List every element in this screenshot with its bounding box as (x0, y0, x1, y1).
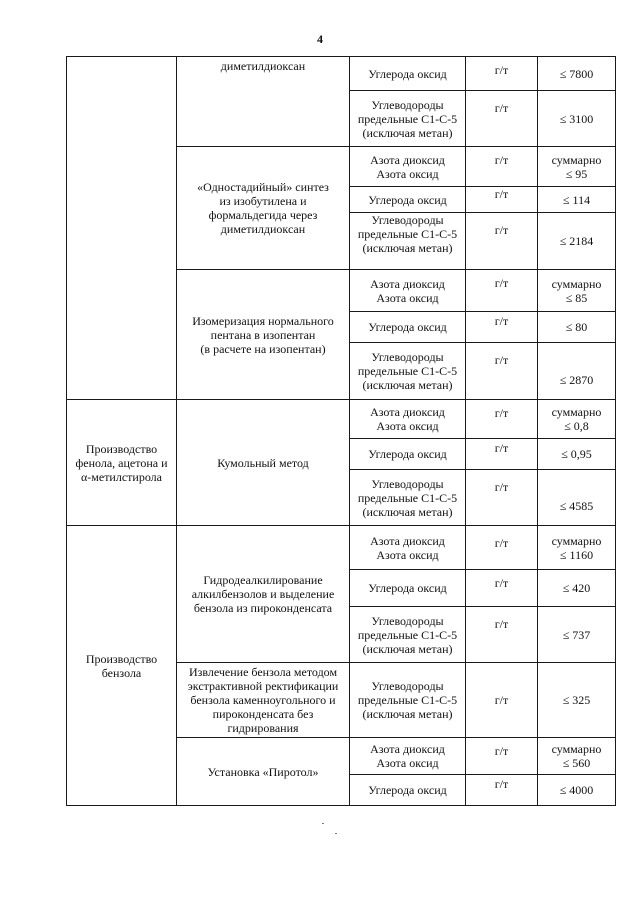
limit-cell (537, 342, 616, 400)
substance-cell (349, 342, 466, 400)
unit-cell (465, 146, 538, 187)
substance-cell (349, 399, 466, 439)
limit-cell (537, 774, 616, 806)
process-p2-line-3: (в расчете на изопентан) (200, 341, 326, 356)
limit-value: ≤ 0,95 (561, 447, 592, 461)
limit-value: ≤ 7800 (559, 66, 594, 81)
substance-cell (349, 774, 466, 806)
limit-cell (537, 399, 616, 439)
substance-cell (349, 606, 466, 663)
unit-cell (465, 606, 538, 663)
substance-cell (349, 212, 466, 270)
process-p5-line-5: гидрирования (227, 721, 299, 735)
process-p6-line-1: Установка «Пиротол» (207, 764, 319, 779)
limit-value: ≤ 2184 (559, 234, 594, 248)
process-p1-line-1: «Одностадийный» синтез (197, 180, 329, 194)
unit-label: г/т (494, 693, 509, 707)
unit-label: г/т (494, 480, 509, 494)
substance-hydrocarbons-line-2: предельные С1-С-5 (357, 111, 458, 126)
unit-cell (465, 269, 538, 312)
unit-label: г/т (494, 441, 509, 455)
substance-cell (349, 146, 466, 187)
process-p4-line-2: алкилбензолов и выделение (191, 587, 335, 601)
process-p5-line-4: пироконденсата без (212, 707, 314, 721)
unit-label: г/т (494, 63, 509, 77)
limit-cell (537, 186, 616, 213)
limit-value: ≤ 80 (565, 320, 588, 334)
process-cell-pyrotol (176, 737, 350, 806)
process-p5-line-1: Извлечение бензола методом (188, 665, 338, 679)
substance-carbon-monoxide: Углерода оксид (368, 320, 447, 334)
substance-cell (349, 56, 466, 91)
substance-nitrogen-oxide: Азота оксид (376, 166, 439, 181)
unit-cell (465, 469, 538, 526)
substance-hydrocarbons-line-3: (исключая метан) (362, 707, 453, 721)
limit-value: ≤ 4585 (559, 499, 594, 513)
process-p1-line-3: формальдегида через (208, 208, 318, 222)
substance-cell (349, 269, 466, 312)
limit-cell (537, 525, 616, 570)
process-cell-extractive-rectification (176, 662, 350, 738)
unit-label: г/т (494, 187, 509, 201)
substance-hydrocarbons-line-2: предельные С1-С-5 (357, 693, 458, 707)
page-number: 4 (317, 32, 323, 46)
substance-nitrogen-dioxide: Азота диоксид (370, 742, 445, 756)
limit-cell (537, 606, 616, 663)
unit-cell (465, 342, 538, 400)
limit-cell (537, 269, 616, 312)
substance-cell (349, 90, 466, 147)
process-cell-hydrodealkylation (176, 525, 350, 663)
process-cell-isomerization (176, 269, 350, 400)
substance-hydrocarbons-line-1: Углеводороды (371, 213, 444, 227)
limit-total-label: суммарно (551, 276, 602, 291)
limit-value: ≤ 95 (565, 166, 588, 181)
industry-benzene-line-2: бензола (101, 665, 142, 680)
substance-hydrocarbons-line-1: Углеводороды (371, 350, 444, 364)
limit-total-label: суммарно (551, 405, 602, 419)
unit-label: г/т (494, 744, 509, 758)
substance-cell (349, 737, 466, 775)
substance-carbon-monoxide: Углерода оксид (368, 192, 447, 207)
substance-hydrocarbons-line-3: (исключая метан) (362, 378, 453, 392)
process-cell-dimethyldioxane (176, 56, 350, 147)
industry-phenol-line-1: Производство (85, 441, 158, 456)
limit-total-label: суммарно (551, 152, 602, 167)
unit-label: г/т (494, 276, 509, 290)
substance-hydrocarbons-line-2: предельные С1-С-5 (357, 364, 458, 378)
unit-label: г/т (494, 153, 509, 167)
unit-label: г/т (494, 536, 509, 550)
process-p1-line-4: диметилдиоксан (220, 222, 306, 236)
substance-cell (349, 469, 466, 526)
process-cell-cumene (176, 399, 350, 526)
substance-hydrocarbons-line-2: предельные С1-С-5 (357, 627, 458, 642)
process-p4-line-3: бензола из пироконденсата (193, 601, 333, 615)
unit-label: г/т (494, 777, 509, 791)
substance-carbon-monoxide: Углерода оксид (368, 783, 447, 797)
scan-speck (322, 823, 324, 824)
scan-speck (335, 833, 337, 834)
limit-cell (537, 90, 616, 147)
unit-cell (465, 212, 538, 270)
unit-label: г/т (494, 617, 509, 631)
unit-cell (465, 186, 538, 213)
limit-value: ≤ 1160 (559, 547, 594, 562)
limit-total-label: суммарно (551, 742, 602, 756)
unit-cell (465, 737, 538, 775)
limit-value: ≤ 0,8 (564, 419, 589, 433)
substance-hydrocarbons-line-1: Углеводороды (371, 613, 444, 628)
substance-hydrocarbons-line-1: Углеводороды (371, 679, 444, 693)
limit-value: ≤ 737 (562, 627, 591, 642)
unit-cell (465, 525, 538, 570)
limit-value: ≤ 325 (562, 693, 591, 707)
substance-nitrogen-oxide: Азота оксид (376, 290, 439, 305)
substance-nitrogen-oxide: Азота оксид (376, 419, 439, 433)
substance-hydrocarbons-line-2: предельные С1-С-5 (357, 490, 458, 505)
unit-cell (465, 311, 538, 343)
substance-nitrogen-dioxide: Азота диоксид (370, 152, 445, 167)
industry-benzene-line-1: Производство (85, 651, 158, 666)
substance-nitrogen-dioxide: Азота диоксид (370, 405, 445, 419)
unit-label: г/т (494, 314, 509, 328)
process-p3-line-1: Кумольный метод (217, 455, 309, 470)
unit-cell (465, 90, 538, 147)
process-p5-line-3: бензола каменноугольного и (190, 693, 336, 707)
limit-cell (537, 212, 616, 270)
substance-nitrogen-dioxide: Азота диоксид (370, 276, 445, 291)
limit-value: ≤ 560 (562, 756, 591, 770)
limit-cell (537, 146, 616, 187)
limit-cell (537, 311, 616, 343)
unit-cell (465, 662, 538, 738)
limit-value: ≤ 420 (562, 581, 591, 595)
unit-cell (465, 56, 538, 91)
limit-value: ≤ 2870 (559, 373, 594, 387)
unit-label: г/т (494, 353, 509, 367)
substance-cell (349, 311, 466, 343)
substance-hydrocarbons-line-1: Углеводороды (371, 97, 444, 112)
industry-phenol-line-3: α-метилстирола (80, 469, 162, 484)
process-p4-line-1: Гидродеалкилирование (203, 573, 323, 587)
limit-cell (537, 438, 616, 470)
substance-carbon-monoxide: Углерода оксид (368, 447, 447, 461)
unit-label: г/т (494, 576, 509, 590)
substance-hydrocarbons-line-3: (исключая метан) (362, 504, 453, 519)
substance-nitrogen-oxide: Азота оксид (376, 547, 439, 562)
industry-cell-phenol (66, 399, 177, 526)
substance-carbon-monoxide: Углерода оксид (368, 66, 447, 81)
industry-cell-benzene (66, 525, 177, 806)
process-cell-one-stage-synthesis (176, 146, 350, 270)
substance-cell (349, 186, 466, 213)
substance-nitrogen-oxide: Азота оксид (376, 756, 439, 770)
process-p2-line-2: пентана в изопентан (210, 327, 316, 342)
limit-cell (537, 469, 616, 526)
substance-carbon-monoxide: Углерода оксид (368, 581, 447, 595)
limit-cell (537, 56, 616, 91)
substance-hydrocarbons-line-3: (исключая метан) (362, 241, 453, 255)
limit-value: ≤ 114 (562, 192, 591, 207)
unit-cell (465, 399, 538, 439)
substance-nitrogen-dioxide: Азота диоксид (370, 533, 445, 548)
industry-phenol-line-2: фенола, ацетона и (75, 455, 168, 470)
unit-label: г/т (494, 406, 509, 420)
limit-value: ≤ 85 (565, 290, 588, 305)
unit-cell (465, 438, 538, 470)
unit-cell (465, 774, 538, 806)
limit-value: ≤ 4000 (559, 783, 594, 797)
substance-cell (349, 569, 466, 607)
substance-hydrocarbons-line-3: (исключая метан) (362, 125, 453, 140)
substance-cell (349, 662, 466, 738)
unit-label: г/т (494, 101, 509, 115)
substance-hydrocarbons-line-1: Углеводороды (371, 476, 444, 491)
substance-cell (349, 438, 466, 470)
limit-cell (537, 662, 616, 738)
unit-label: г/т (494, 223, 509, 237)
process-p5-line-2: экстрактивной ректификации (187, 679, 339, 693)
limit-value: ≤ 3100 (559, 111, 594, 126)
limit-cell (537, 737, 616, 775)
industry-cell-continued (66, 56, 177, 400)
limit-total-label: суммарно (551, 533, 602, 548)
substance-hydrocarbons-line-3: (исключая метан) (362, 641, 453, 656)
limit-cell (537, 569, 616, 607)
substance-hydrocarbons-line-2: предельные С1-С-5 (357, 227, 458, 241)
process-p0-line-1: диметилдиоксан (220, 59, 306, 73)
unit-cell (465, 569, 538, 607)
process-p1-line-2: из изобутилена и (219, 194, 307, 208)
substance-cell (349, 525, 466, 570)
process-p2-line-1: Изомеризация нормального (192, 313, 334, 328)
